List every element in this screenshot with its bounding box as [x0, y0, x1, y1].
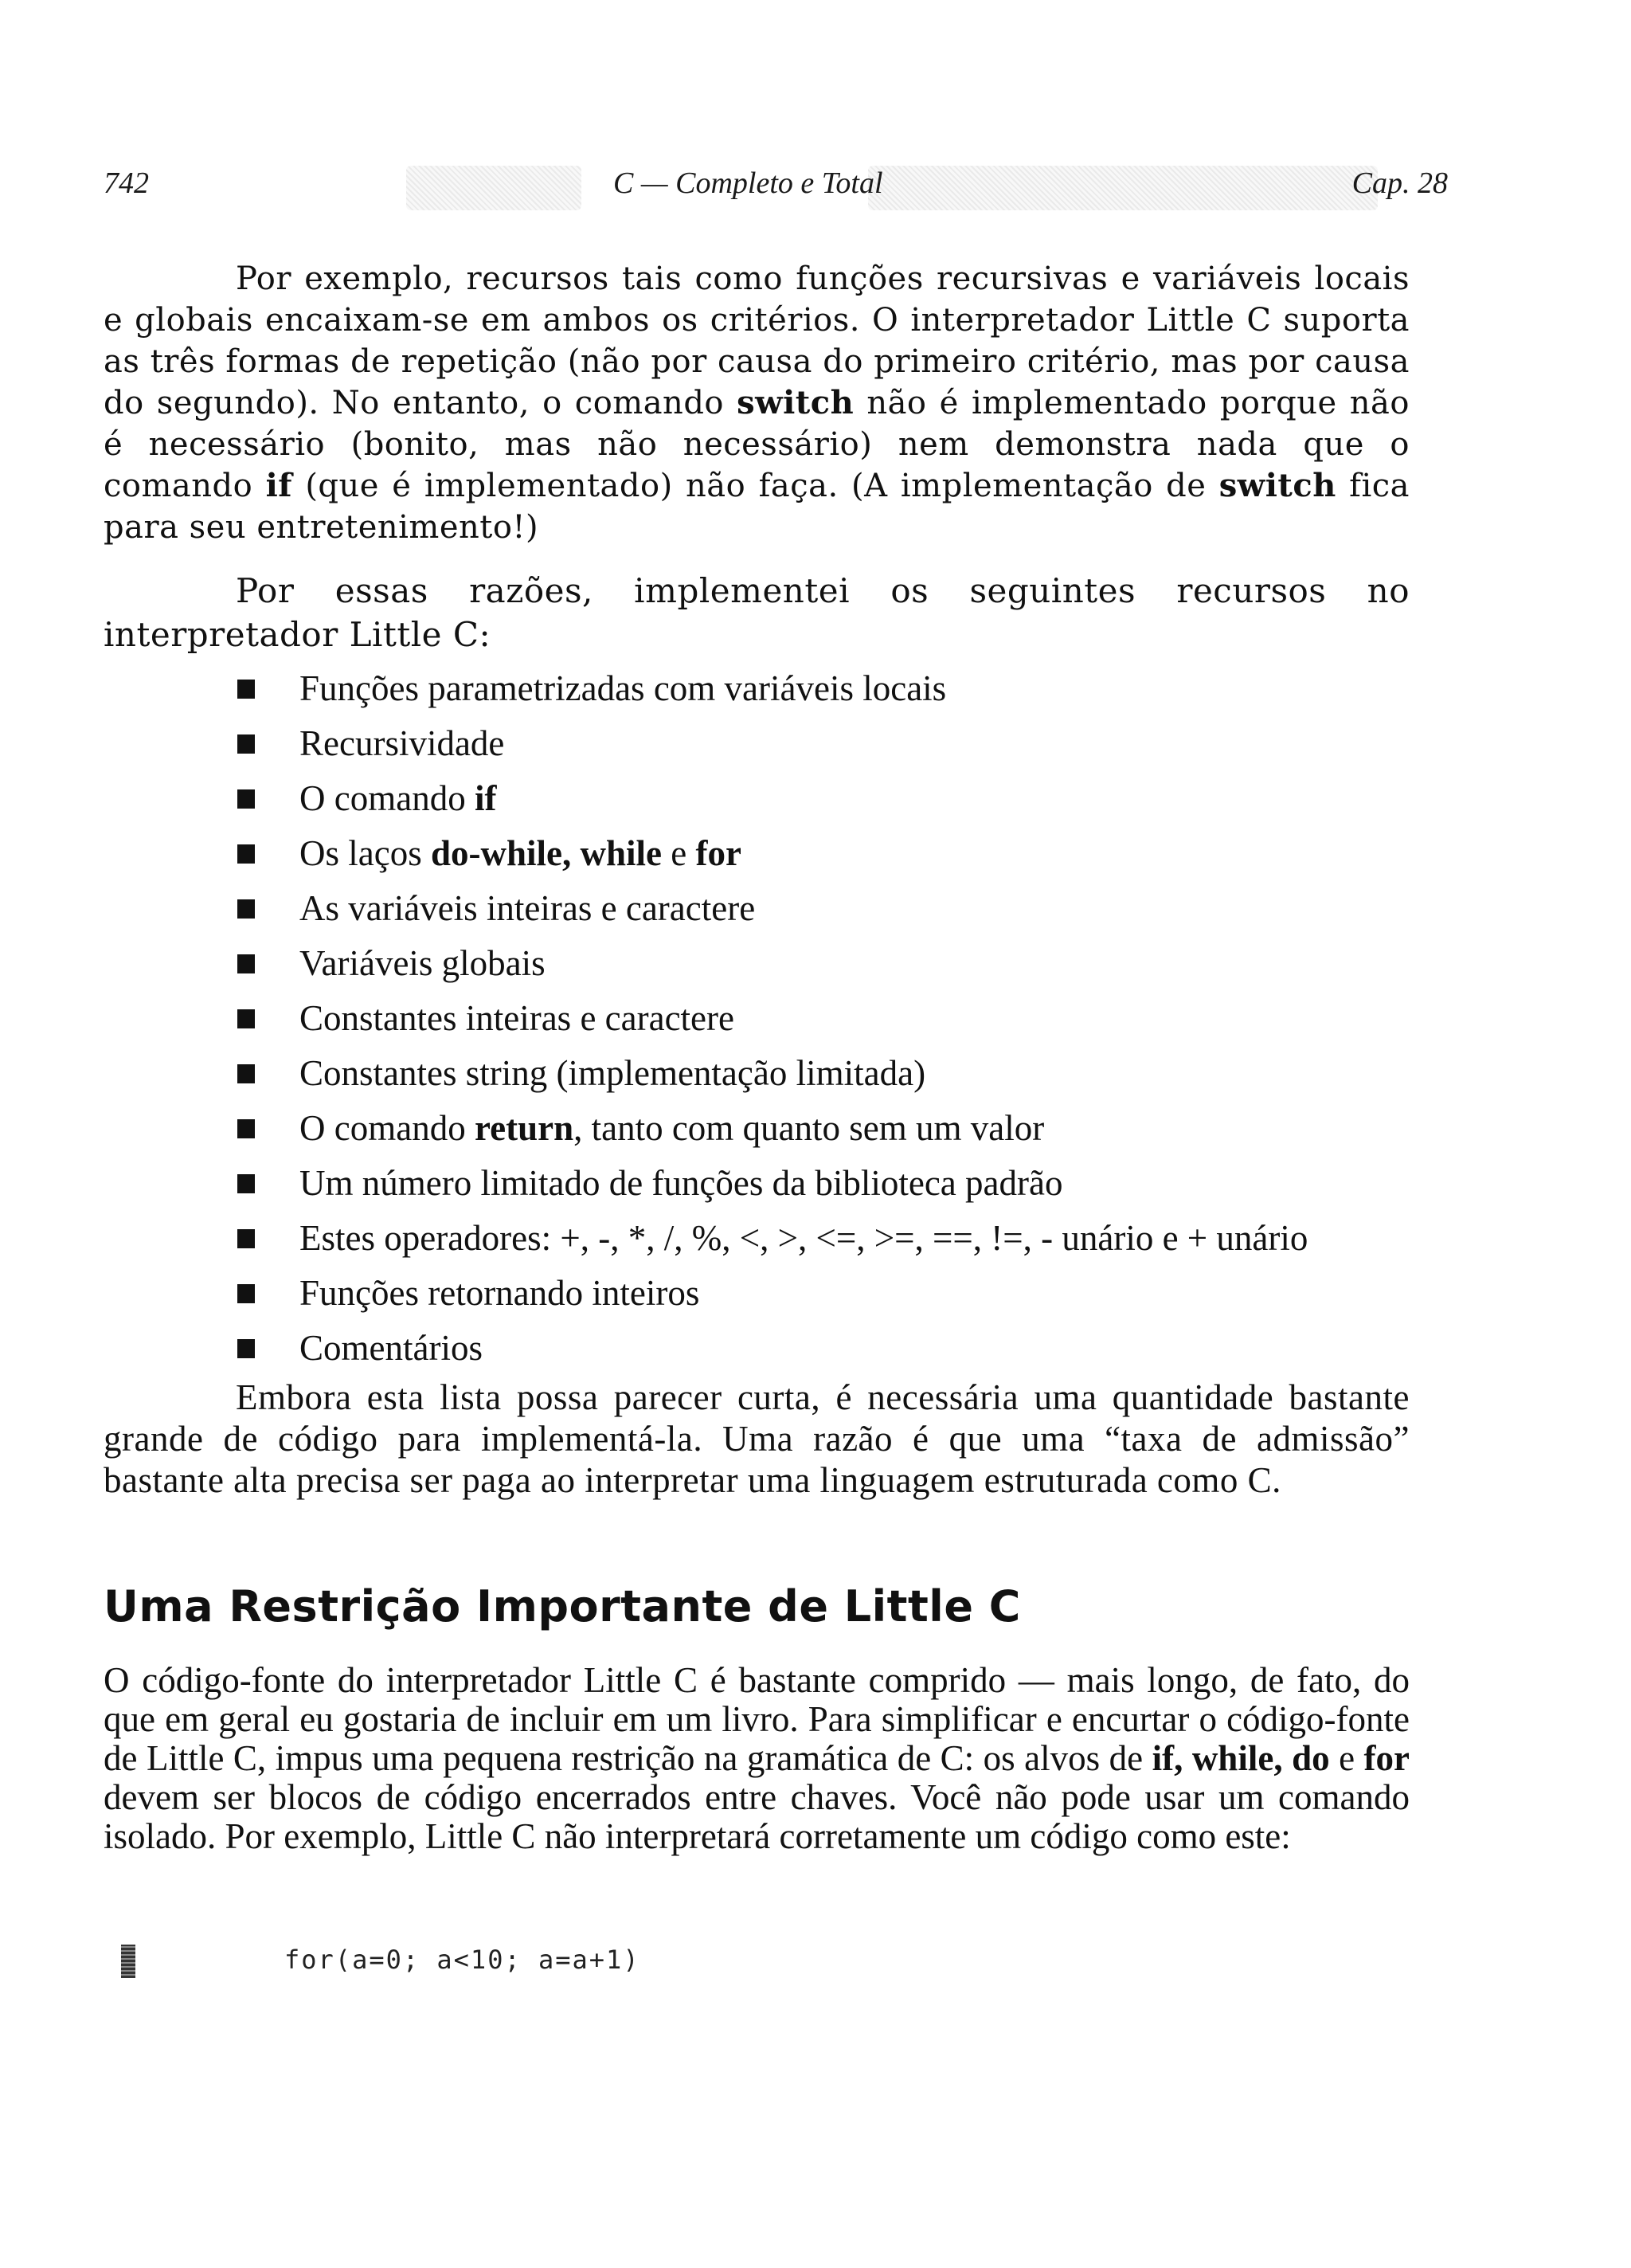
header-shading [406, 166, 581, 210]
text-run: fica para seu entretenimento!) [104, 468, 1410, 546]
bullet-icon [237, 1174, 255, 1193]
text-run: (que é implementado) não faça. (A implementação de [291, 468, 1219, 504]
bullet-icon [237, 1284, 255, 1303]
bullet-icon [237, 1009, 255, 1028]
text-run: Por exemplo, recursos tais como funções recursivas e variáveis locais e globais encaixam-se em ambos os critérios. O interpretador Little C suporta as três formas de repetição (não por causa do primeiro critério, mas por causa do segundo). No entanto, o comando [104, 260, 1410, 421]
list-item-text: Estes operadores: +, -, *, /, %, <, >, <=, >=, ==, !=, - unário e + unário [299, 1218, 1308, 1258]
list-item [231, 826, 1308, 881]
book-title: C — Completo e Total [613, 166, 883, 200]
section-heading: Uma Restrição Importante de Little C [104, 1581, 1021, 1631]
paragraph-criteria [104, 258, 1410, 548]
keyword: if [265, 467, 292, 504]
bullet-icon [237, 734, 255, 754]
keyword: do-while, [430, 833, 572, 873]
bullet-icon [237, 789, 255, 809]
code-marker-icon [121, 1945, 135, 1978]
keyword: for [695, 833, 741, 873]
list-item-text: Variáveis globais [299, 943, 546, 983]
list-item [231, 1046, 1308, 1101]
text-run: e [1329, 1738, 1364, 1778]
list-item-text: Constantes inteiras e caractere [299, 998, 734, 1038]
list-item [231, 1266, 1308, 1321]
bullet-icon [237, 844, 255, 864]
list-item [231, 1211, 1308, 1266]
list-item-text: Comentários [299, 1328, 483, 1368]
header-shading [868, 166, 1378, 210]
list-item-text: e [662, 833, 696, 873]
bullet-icon [237, 1229, 255, 1248]
bullet-icon [237, 954, 255, 973]
bullet-icon [237, 1064, 255, 1083]
chapter-label: Cap. 28 [1351, 166, 1448, 200]
keyword: do [1292, 1738, 1330, 1778]
text-run: devem ser blocos de código encerrados entre chaves. Você não pode usar um comando isolado. Por exemplo, Little C não interpretará corretamente um código como este: [104, 1777, 1410, 1856]
keyword: while, [1191, 1738, 1283, 1778]
list-item [231, 1321, 1308, 1376]
list-item [231, 881, 1308, 936]
list-item-text: Recursividade [299, 723, 505, 763]
paragraph-intro-list: Por essas razões, implementei os seguintes recursos no interpretador Little C: [104, 571, 1410, 654]
paragraph-restriction [104, 1661, 1410, 1856]
keyword: if [474, 778, 497, 818]
list-item [231, 1156, 1308, 1211]
list-item-text: Um número limitado de funções da biblioteca padrão [299, 1163, 1063, 1203]
text-run: O código-fonte do interpretador Little C é bastante comprido — mais longo, de fato, do que em geral eu gostaria de incluir em um livro. Para simplificar e encurtar o código-fonte de Little C, impus uma pequena restrição na gramática de C: os alvos de [104, 1660, 1410, 1778]
code-line: for(a=0; a<10; a=a+1) [284, 1945, 640, 1975]
list-item [231, 771, 1308, 826]
page-number: 742 [104, 166, 149, 200]
list-item-text: Funções parametrizadas com variáveis locais [299, 668, 947, 708]
list-item-text: Funções retornando inteiros [299, 1273, 700, 1313]
text-run: não é implementado porque não é necessário (bonito, mas não necessário) nem demonstra nada que o comando [104, 385, 1410, 504]
keyword: for [1363, 1738, 1410, 1778]
paragraph-list-note: Embora esta lista possa parecer curta, é necessária uma quantidade bastante grande de código para implementá-la. Uma razão é que uma “taxa de admissão” bastante alta precisa ser paga ao interpretar uma linguagem estruturada como C. [104, 1377, 1410, 1500]
list-item [231, 1101, 1308, 1156]
bullet-icon [237, 680, 255, 699]
list-item-text: Constantes string (implementação limitada) [299, 1053, 926, 1093]
feature-list [231, 661, 1308, 1376]
running-header [104, 166, 1448, 213]
list-item-text: O comando [299, 1108, 475, 1148]
bullet-icon [237, 1339, 255, 1358]
list-item-text: , tanto com quanto sem um valor [573, 1108, 1045, 1148]
list-item [231, 716, 1308, 771]
list-item-text: O comando [299, 778, 475, 818]
keyword: while [580, 833, 663, 873]
keyword: if, [1152, 1738, 1183, 1778]
list-item [231, 936, 1308, 991]
list-item [231, 661, 1308, 716]
list-item-text: As variáveis inteiras e caractere [299, 888, 756, 928]
keyword: switch [737, 384, 855, 421]
list-item [231, 991, 1308, 1046]
bullet-icon [237, 899, 255, 919]
keyword: switch [1218, 467, 1336, 504]
bullet-icon [237, 1119, 255, 1138]
keyword: return [474, 1108, 574, 1148]
list-item-text: Os laços [299, 833, 431, 873]
